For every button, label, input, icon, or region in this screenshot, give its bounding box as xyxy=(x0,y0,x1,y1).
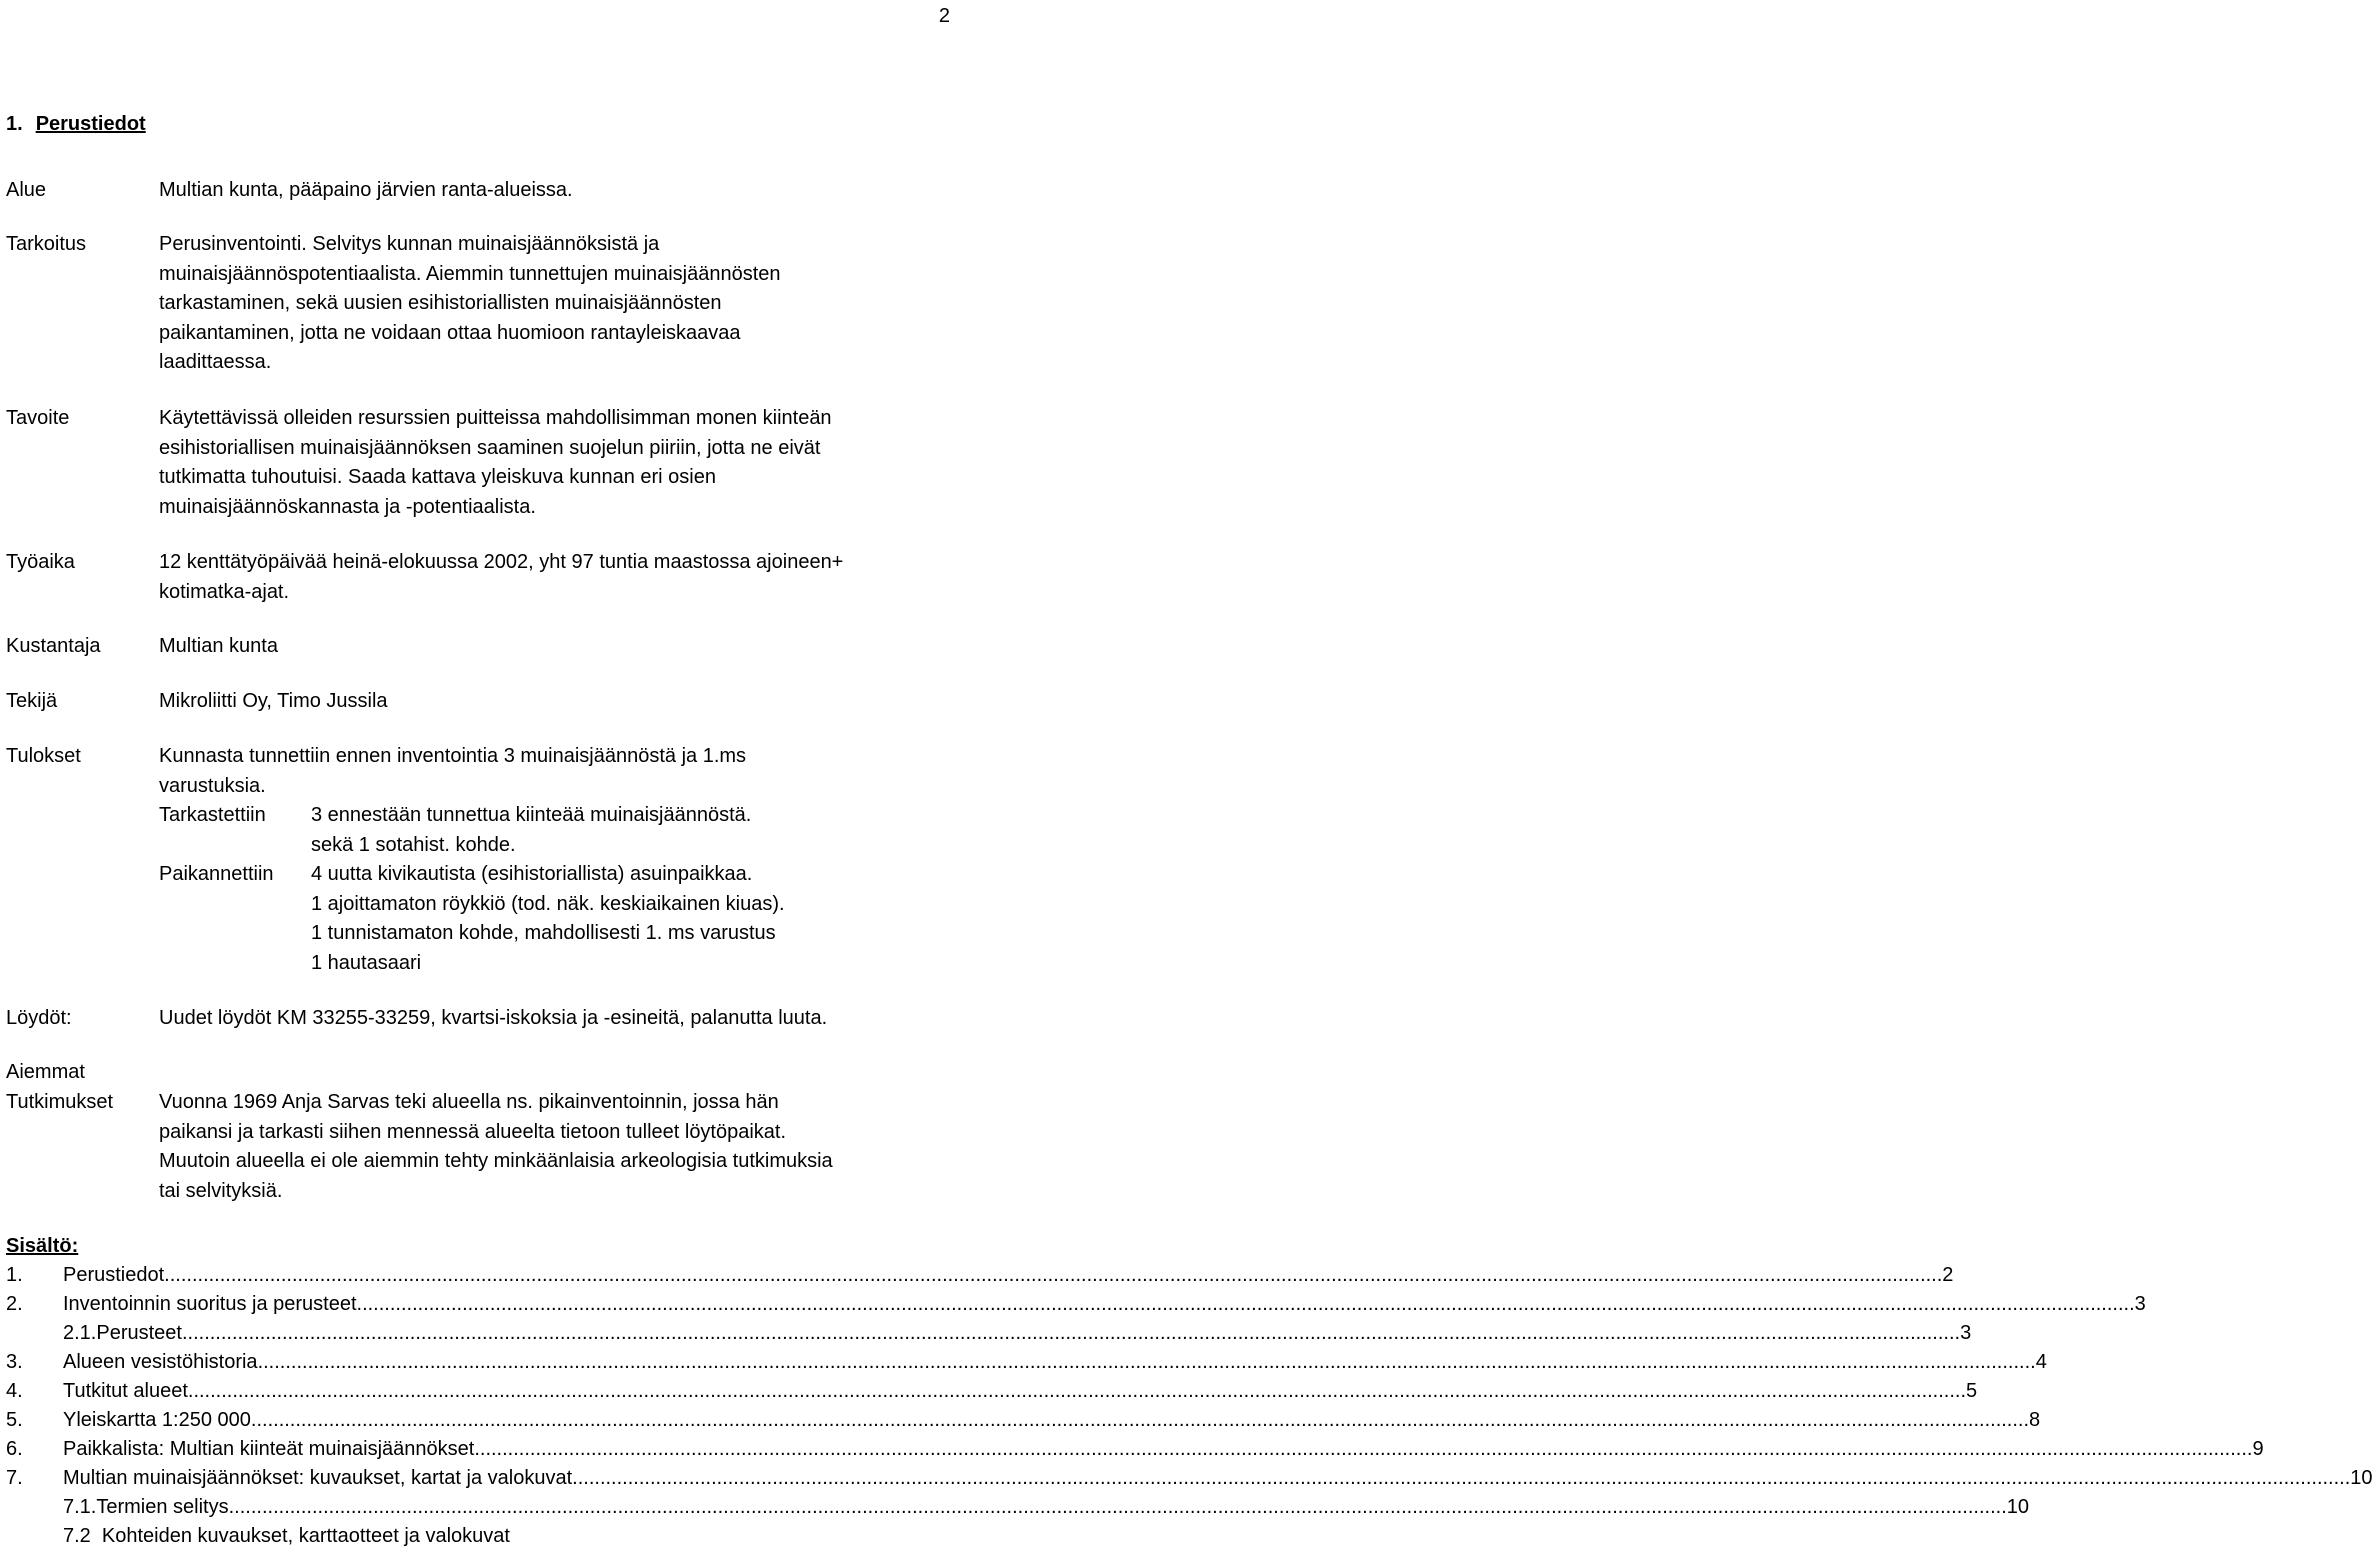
field-label-tulokset: Tulokset xyxy=(6,745,81,767)
toc-leader-dots xyxy=(164,1261,1942,1291)
field-label-tekija: Tekijä xyxy=(6,690,58,712)
text-line: Perusinventointi. Selvitys kunnan muinaisjäännöksistä ja xyxy=(159,233,660,255)
text-line: 3 ennestään tunnettua kiinteää muinaisjäännöstä. xyxy=(311,804,752,826)
toc-entry-number: 5. xyxy=(6,1409,23,1431)
tarkastettiin-values xyxy=(311,801,751,860)
toc-leader-dots xyxy=(182,1319,1960,1349)
toc-entry-page: 9 xyxy=(2252,1438,2264,1460)
text-line: sekä 1 sotahist. kohde. xyxy=(311,833,516,856)
toc-entry xyxy=(6,1348,2047,1378)
field-label-tarkoitus: Tarkoitus xyxy=(6,233,87,255)
section-heading-number: 1. xyxy=(6,113,23,135)
toc-entry xyxy=(6,1377,1978,1407)
text-line: paikansi ja tarkasti siihen mennessä alueelta tietoon tulleet löytöpaikat. xyxy=(159,1120,787,1143)
toc-entry-number: 2. xyxy=(6,1293,23,1315)
toc-entry-page: 10 xyxy=(2350,1467,2373,1489)
field-label-aiemmat xyxy=(6,1058,113,1117)
field-value-kustantaja: Multian kunta xyxy=(159,635,278,657)
text-line: laadittaessa. xyxy=(159,351,272,373)
text-line: paikantaminen, jotta ne voidaan ottaa huomioon rantayleiskaavaa xyxy=(159,321,741,344)
toc-leader-dots xyxy=(229,1493,2007,1523)
field-label-kustantaja: Kustantaja xyxy=(6,635,101,657)
toc-entry-title: 2.1.Perusteet xyxy=(63,1322,182,1344)
text-line: 4 uutta kivikautista (esihistoriallista) asuinpaikkaa. xyxy=(311,863,753,885)
text-line: Kunnasta tunnettiin ennen inventointia 3 muinaisjäännöstä ja 1.ms xyxy=(159,745,747,767)
toc-entry-page: 4 xyxy=(2035,1351,2047,1373)
field-value-alue: Multian kunta, pääpaino järvien ranta-alueissa. xyxy=(159,179,573,201)
field-value-tulokset xyxy=(159,742,954,978)
text-line: muinaisjäännöskannasta ja -potentiaalista. xyxy=(159,495,536,518)
text-line: kotimatka-ajat. xyxy=(159,580,290,603)
toc-entry-title: Alueen vesistöhistoria xyxy=(63,1351,258,1373)
toc-entry-title: Tutkitut alueet xyxy=(63,1380,188,1402)
text-line: varustuksia. xyxy=(159,774,266,797)
page-number: 2 xyxy=(938,5,950,27)
toc-leader-dots xyxy=(357,1290,2135,1320)
toc-leader-dots xyxy=(188,1377,1966,1407)
text-line: 1 hautasaari xyxy=(311,951,422,974)
toc-entry-page: 5 xyxy=(1966,1380,1978,1402)
paikannettiin-values xyxy=(311,860,785,978)
tarkastettiin-key: Tarkastettiin xyxy=(159,804,266,826)
text-line: muinaisjäännöspotentiaalista. Aiemmin tunnettujen muinaisjäännösten xyxy=(159,262,781,285)
toc-entry-title: Yleiskartta 1:250 000 xyxy=(63,1409,251,1431)
field-value-tavoite xyxy=(159,404,954,522)
toc-entry xyxy=(6,1406,2041,1436)
toc-entry xyxy=(6,1290,2146,1320)
toc-entry-title: 7.1.Termien selitys xyxy=(63,1496,229,1518)
toc-entry-number: 7. xyxy=(6,1467,23,1489)
toc-entry-number: 4. xyxy=(6,1380,23,1402)
field-label-tavoite: Tavoite xyxy=(6,407,70,429)
field-value-tarkoitus xyxy=(159,230,954,378)
field-label-tyoaika: Työaika xyxy=(6,551,75,573)
toc-entry-number: 6. xyxy=(6,1438,23,1460)
field-value-loydot: Uudet löydöt KM 33255-33259, kvartsi-iskoksia ja -esineitä, palanutta luuta. xyxy=(159,1007,828,1029)
field-value-tyoaika xyxy=(159,548,954,607)
toc-leader-dots xyxy=(258,1348,2036,1378)
field-value-tekija: Mikroliitti Oy, Timo Jussila xyxy=(159,690,388,712)
toc-entry-number: 1. xyxy=(6,1264,23,1286)
toc-entry-page: 8 xyxy=(2029,1409,2041,1431)
text-line: Käytettävissä olleiden resurssien puitteissa mahdollisimman monen kiinteän xyxy=(159,407,832,429)
text-line: 12 kenttätyöpäivää heinä-elokuussa 2002, yht 97 tuntia maastossa ajoineen+ xyxy=(159,551,844,573)
text-line: tarkastaminen, sekä uusien esihistoriallisten muinaisjäännösten xyxy=(159,292,722,314)
paikannettiin-key: Paikannettiin xyxy=(159,863,274,885)
toc-leader-dots xyxy=(572,1464,2350,1494)
toc-entry-title: Inventoinnin suoritus ja perusteet xyxy=(63,1293,357,1315)
toc-entry-title: 7.2 Kohteiden kuvaukset, karttaotteet ja valokuvat xyxy=(63,1525,510,1547)
toc-entry-title: Perustiedot xyxy=(63,1264,165,1286)
toc-entry xyxy=(6,1261,1954,1291)
toc-entry xyxy=(6,1319,1972,1349)
toc-entry-page: 10 xyxy=(2006,1496,2029,1518)
text-line: tutkimatta tuhoutuisi. Saada kattava yleiskuva kunnan eri osien xyxy=(159,466,716,488)
toc-entry-page: 3 xyxy=(1960,1322,1972,1344)
toc-entry-number: 3. xyxy=(6,1351,23,1373)
field-label-alue: Alue xyxy=(6,179,47,201)
text-line: Aiemmat xyxy=(6,1061,85,1083)
toc-title: Sisältö: xyxy=(6,1235,79,1257)
section-heading xyxy=(6,110,146,140)
toc-entry xyxy=(6,1464,2373,1494)
toc-entry xyxy=(6,1435,2264,1465)
toc-entry xyxy=(6,1493,2029,1523)
paikannettiin-row xyxy=(159,860,954,978)
toc-entry-page: 2 xyxy=(1942,1264,1954,1286)
toc-entry xyxy=(6,1522,1015,1552)
toc-entry-page: 3 xyxy=(2134,1293,2146,1315)
text-line: tai selvityksiä. xyxy=(159,1179,283,1202)
text-line: Muutoin alueella ei ole aiemmin tehty minkäänlaisia arkeologisia tutkimuksia xyxy=(159,1150,833,1172)
field-value-aiemmat xyxy=(159,1088,954,1206)
field-label-loydot: Löydöt: xyxy=(6,1007,72,1029)
toc-entry-title: Paikkalista: Multian kiinteät muinaisjäännökset xyxy=(63,1438,475,1460)
toc-leader-dots xyxy=(474,1435,2252,1465)
text-line: Tutkimukset xyxy=(6,1090,114,1113)
text-line: esihistoriallisen muinaisjäännöksen saaminen suojelun piiriin, jotta ne eivät xyxy=(159,436,821,459)
section-heading-title: Perustiedot xyxy=(35,113,146,135)
toc-leader-dots xyxy=(251,1406,2029,1436)
tarkastettiin-row xyxy=(159,801,954,860)
toc-entry-title: Multian muinaisjäännökset: kuvaukset, kartat ja valokuvat xyxy=(63,1467,573,1489)
text-line: 1 ajoittamaton röykkiö (tod. näk. keskiaikainen kiuas). xyxy=(311,892,785,915)
text-line: Vuonna 1969 Anja Sarvas teki alueella ns. pikainventoinnin, jossa hän xyxy=(159,1091,779,1113)
text-line: 1 tunnistamaton kohde, mahdollisesti 1. ms varustus xyxy=(311,922,776,944)
